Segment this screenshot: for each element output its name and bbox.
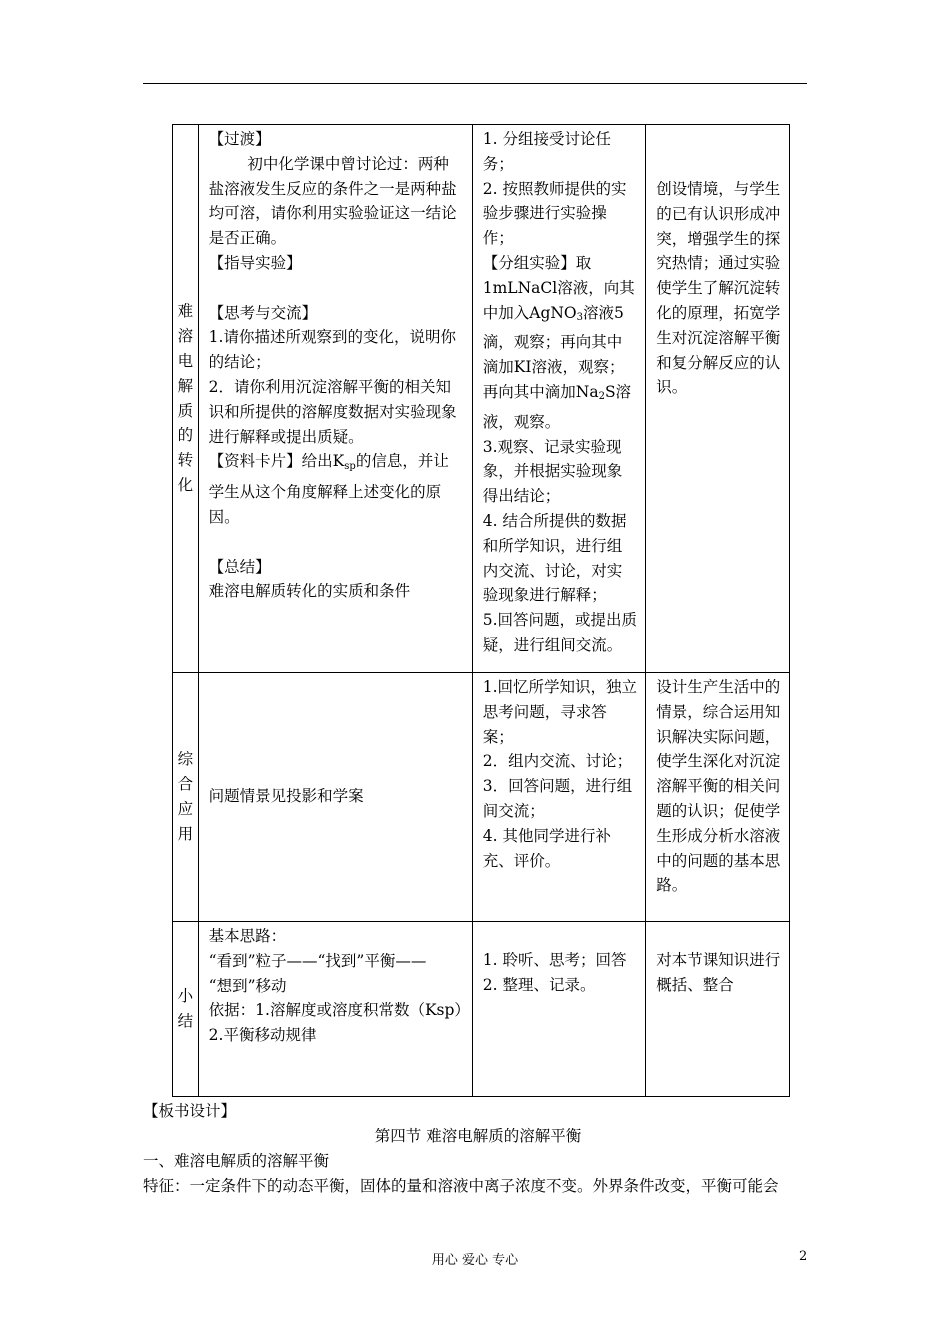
stage-label: 小结	[177, 987, 194, 1030]
design-intent-cell	[646, 922, 790, 1097]
teacher-line: 【过渡】	[208, 130, 271, 148]
student-line: 3.观察、记录实验现象，并根据实验现象得出结论；	[482, 437, 623, 506]
teacher-line: 【思考与交流】	[208, 303, 318, 322]
teacher-line: “想到”移动	[208, 976, 287, 995]
teacher-line	[209, 530, 464, 555]
student-line: 2．组内交流、讨论；	[482, 752, 633, 771]
ksp-card-text: 的信息，并让学生从这个角度解释上述变化的原因。	[208, 452, 449, 526]
table-row	[173, 922, 790, 1097]
table-row	[173, 125, 790, 673]
stage-cell	[173, 125, 199, 673]
teacher-line: 2.平衡移动规律	[208, 1026, 317, 1045]
student-activity-cell	[472, 125, 645, 673]
teacher-line: 1.请你描述所观察到的变化，说明你的结论；	[208, 328, 456, 372]
teacher-line: 难溶电解质转化的实质和条件	[208, 582, 411, 601]
header-rule	[143, 83, 807, 84]
experiment-text: 【分组实验】取1mLNaCl溶液，向其中加入AgNO	[482, 253, 635, 322]
board-design-heading: 【板书设计】	[143, 1102, 237, 1120]
teacher-line	[209, 449, 464, 529]
lesson-table	[172, 124, 790, 1097]
stage-cell	[173, 673, 199, 922]
teacher-line	[209, 276, 464, 301]
design-intent-cell	[646, 125, 790, 673]
stage-label: 难溶电解质的转化	[177, 302, 194, 494]
student-line: 2. 按照教师提供的实验步骤进行实验操作；	[482, 179, 627, 248]
teacher-line: 2．请你利用沉淀溶解平衡的相关知识和所提供的溶解度数据对实验现象进行解释或提出质疑。	[208, 377, 457, 446]
teacher-activity-cell	[198, 125, 472, 673]
design-intent-cell	[646, 673, 790, 922]
student-line: 1.回忆所学知识，独立思考问题，寻求答案；	[482, 678, 638, 746]
experiment-text: S溶液，观察。	[482, 382, 632, 431]
teacher-line: 依据：1.溶解度或溶度积常数（Ksp）	[208, 1001, 470, 1020]
page-footer: 用心 爱心 专心	[431, 1253, 519, 1268]
design-intent-text: 对本节课知识进行概括、整合	[656, 951, 781, 994]
design-intent-text: 创设情境，与学生的已有认识形成冲突，增强学生的探究热情；通过实验使学生了解沉淀转化的原理，拓宽学生对沉淀溶解平衡和复分解反应的认识。	[656, 180, 781, 397]
student-line: 4. 其他同学进行补充、评价。	[482, 826, 611, 870]
teacher-line: 问题情景见投影和学案	[208, 787, 364, 806]
teacher-activity-cell	[198, 673, 472, 922]
page-number: 2	[799, 1249, 808, 1264]
ksp-subscript: sp	[344, 461, 356, 473]
student-activity-cell	[472, 922, 645, 1097]
teacher-line: “看到”粒子——“找到”平衡——	[208, 951, 427, 970]
stage-cell	[173, 922, 199, 1097]
section-title: 第四节 难溶电解质的溶解平衡	[374, 1127, 582, 1145]
subscript: 2	[598, 390, 605, 402]
stage-label: 综合应用	[177, 750, 194, 843]
student-line: 4. 结合所提供的数据和所学知识，进行组内交流、讨论，对实验现象进行解释；	[482, 511, 627, 605]
teacher-activity-cell	[198, 922, 472, 1097]
experiment-text: 溶液5滴，观察；再向其中滴加KI溶液，观察；再向其中滴加Na	[482, 303, 625, 401]
table-row	[173, 673, 790, 922]
ksp-card-label: 【资料卡片】给出	[208, 452, 333, 471]
feature-text: 特征：一定条件下的动态平衡，固体的量和溶液中离子浓度不变。外界条件改变，平衡可能会	[143, 1177, 779, 1195]
student-line: 5.回答问题，或提出质疑，进行组间交流。	[482, 611, 638, 654]
ksp-k: K	[332, 452, 345, 471]
section-item-heading: 一、难溶电解质的溶解平衡	[143, 1152, 330, 1170]
student-activity-cell	[472, 673, 645, 922]
teacher-line: 初中化学课中曾讨论过：两种盐溶液发生反应的条件之一是两种盐均可溶，请你利用实验验证这一结论是否正确。	[208, 154, 457, 248]
teacher-line: 【指导实验】	[208, 253, 302, 272]
subscript: 3	[576, 311, 584, 323]
student-line: 1. 分组接受讨论任务；	[482, 130, 611, 173]
teacher-line: 【总结】	[208, 557, 271, 576]
student-line: 1. 聆听、思考；回答	[482, 951, 627, 969]
student-line: 2. 整理、记录。	[482, 975, 596, 994]
design-intent-text: 设计生产生活中的情景，综合运用知识解决实际问题，使学生深化对沉淀溶解平衡的相关问题的认识；促使学生形成分析水溶液中的问题的基本思路。	[656, 678, 781, 895]
student-line	[483, 251, 637, 435]
student-line: 3．回答问题，进行组间交流；	[482, 777, 633, 820]
teacher-line: 基本思路：	[208, 927, 287, 945]
